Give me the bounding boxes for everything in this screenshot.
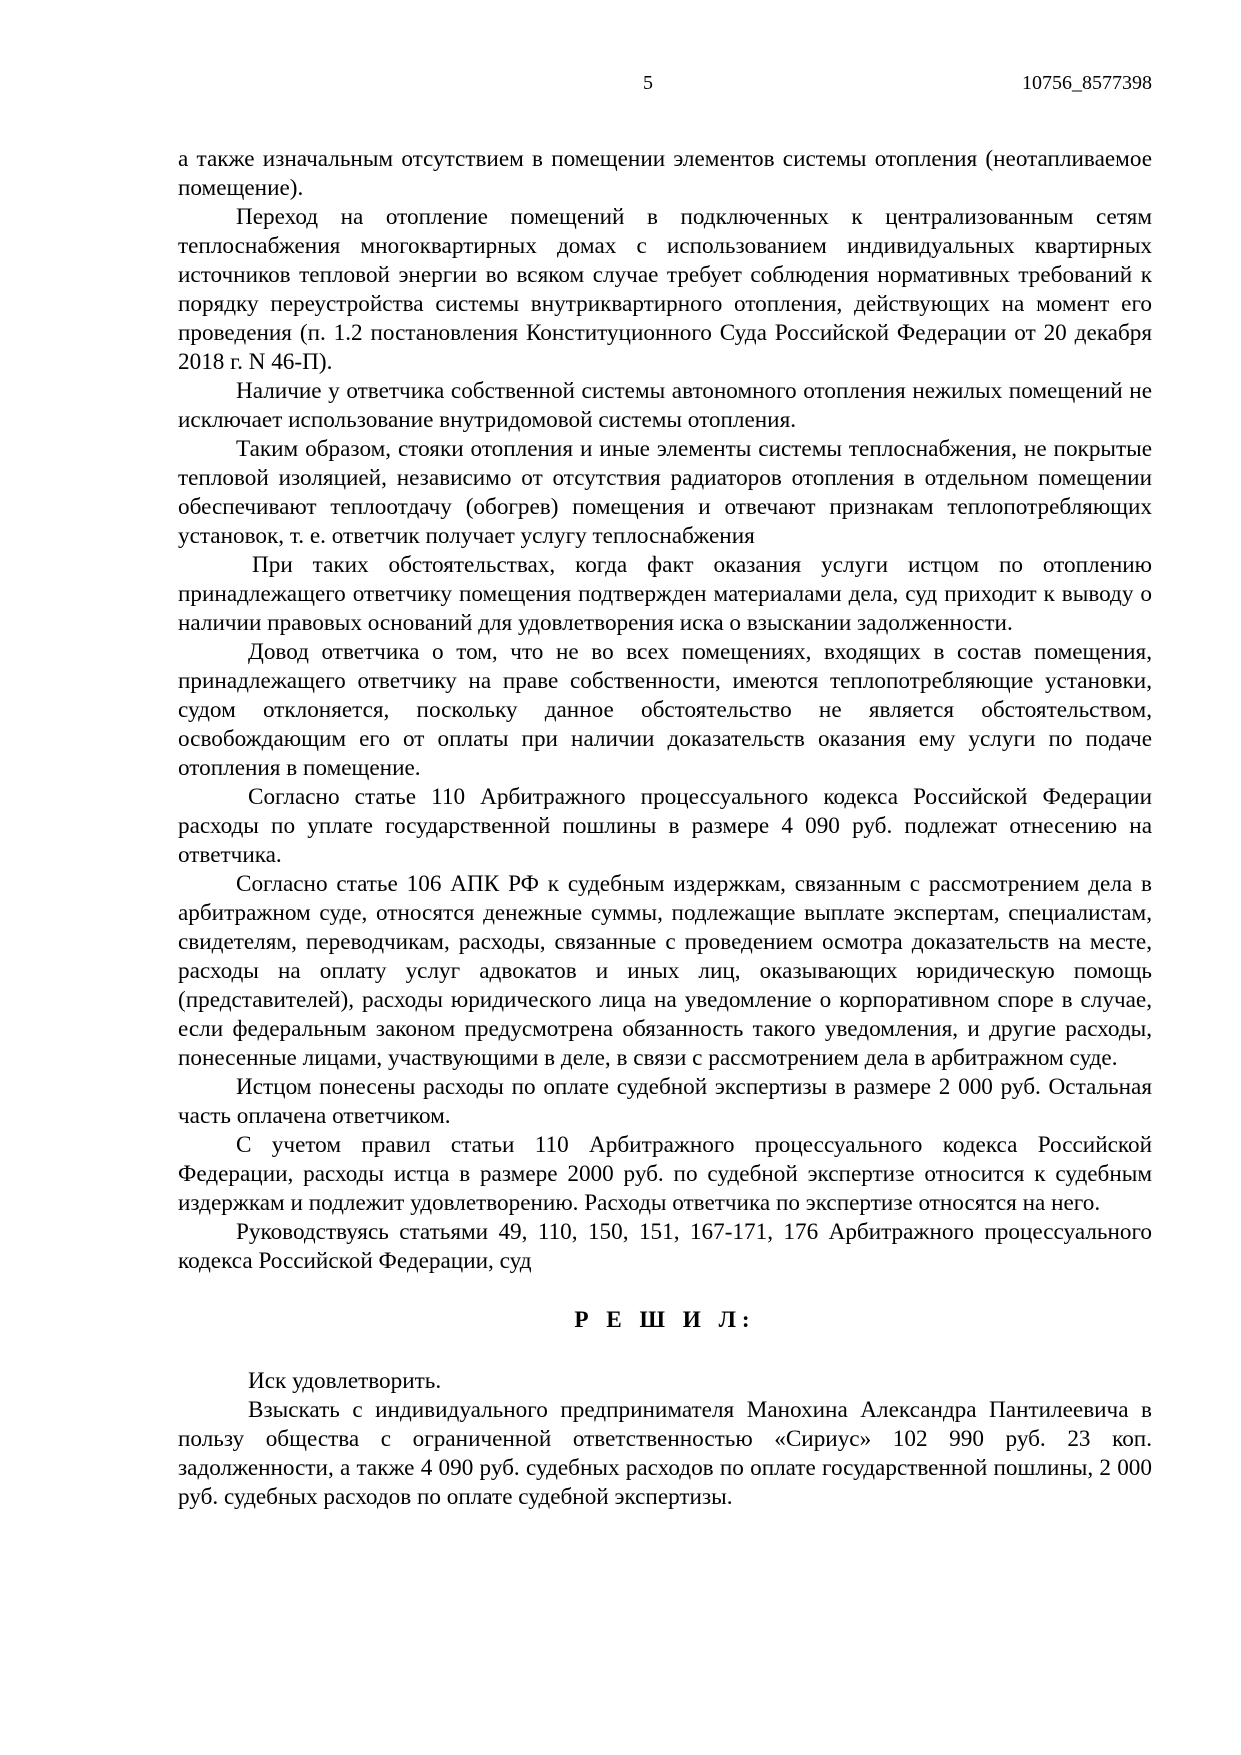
- decision-heading: Р Е Ш И Л:: [574, 1307, 756, 1333]
- page-number: 5: [643, 72, 653, 94]
- paragraph-court-costs: Согласно статье 106 АПК РФ к судебным издержкам, связанным с рассмотрением дела в арбитражном суде, относятся денежные суммы, подлежащие выплате экспертам, специалистам, свидетелям, переводчикам, расходы, связанные с проведением осмотра доказательств на месте, расходы на оплату услуг адвокатов и иных лиц, оказывающих юридическую помощь (представителей), расходы юридического лица на уведомление о корпоративном споре в случае, если федеральным законом предусмотрена обязанность такого уведомления, и другие расходы, понесенные лицами, участвующими в деле, в связи с рассмотрением дела в арбитражном суде.: [178, 871, 1152, 1071]
- paragraph-article-110: С учетом правил статьи 110 Арбитражного процессуального кодекса Российской Федерации, расходы истца в размере 2000 руб. по судебной экспертизе относится к судебным издержкам и подлежит удовлетворению. Расходы ответчика по экспертизе относятся на него.: [178, 1132, 1152, 1216]
- paragraph-defendant-argument: Довод ответчика о том, что не во всех помещениях, входящих в состав помещения, принадлежащего ответчику на праве собственности, имеются теплопотребляющие установки, судом отклоняется, поскольку данное обстоятельство не является обстоятельством, освобождающим его от оплаты при наличии доказательств оказания ему услуги по подаче отопления в помещение.: [178, 639, 1152, 781]
- paragraph-guided-by: Руководствуясь статьями 49, 110, 150, 151, 167-171, 176 Арбитражного процессуального кодекса Российской Федерации, суд: [178, 1219, 1152, 1274]
- paragraph-continuation: а также изначальным отсутствием в помещении элементов системы отопления (неотапливаемое помещение).: [178, 146, 1152, 201]
- paragraph-court-conclusion: При таких обстоятельствах, когда факт оказания услуги истцом по отоплению принадлежащего ответчику помещения подтвержден материалами дела, суд приходит к выводу о наличии правовых оснований для удовлетворения иска о взыскании задолженности.: [178, 552, 1152, 636]
- document-id: 10756_8577398: [1022, 72, 1152, 94]
- paragraph-expertise-costs: Истцом понесены расходы по оплате судебной экспертизы в размере 2 000 руб. Остальная часть оплачена ответчиком.: [178, 1074, 1152, 1129]
- resolution-claim-granted: Иск удовлетворить.: [248, 1368, 442, 1394]
- paragraph-heating-risers: Таким образом, стояки отопления и иные элементы системы теплоснабжения, не покрытые тепловой изоляцией, независимо от отсутствия радиаторов отопления в отдельном помещении обеспечивают теплоотдачу (обогрев) помещения и отвечают признакам теплопотребляющих установок, т. е. ответчик получает услугу теплоснабжения: [178, 436, 1152, 549]
- paragraph-heating-transition: Переход на отопление помещений в подключенных к централизованным сетям теплоснабжения многоквартирных домах с использованием индивидуальных квартирных источников тепловой энергии во всяком случае требует соблюдения нормативных требований к порядку переустройства системы внутриквартирного отопления, действующих на момент его проведения (п. 1.2 постановления Конституционного Суда Российской Федерации от 20 декабря 2018 г. N 46-П).: [178, 204, 1152, 375]
- paragraph-autonomous-heating: Наличие у ответчика собственной системы автономного отопления нежилых помещений не исключает использование внутридомовой системы отопления.: [178, 378, 1152, 433]
- paragraph-state-fee: Согласно статье 110 Арбитражного процессуального кодекса Российской Федерации расходы по уплате государственной пошлины в размере 4 090 руб. подлежат отнесению на ответчика.: [178, 784, 1152, 868]
- resolution-recovery: Взыскать с индивидуального предпринимателя Манохина Александра Пантилеевича в пользу общества с ограниченной ответственностью «Сириус» 102 990 руб. 23 коп. задолженности, а также 4 090 руб. судебных расходов по оплате государственной пошлины, 2 000 руб. судебных расходов по оплате судебной экспертизы.: [178, 1397, 1152, 1510]
- page-header: [178, 72, 1152, 100]
- document-body: [178, 145, 1152, 1512]
